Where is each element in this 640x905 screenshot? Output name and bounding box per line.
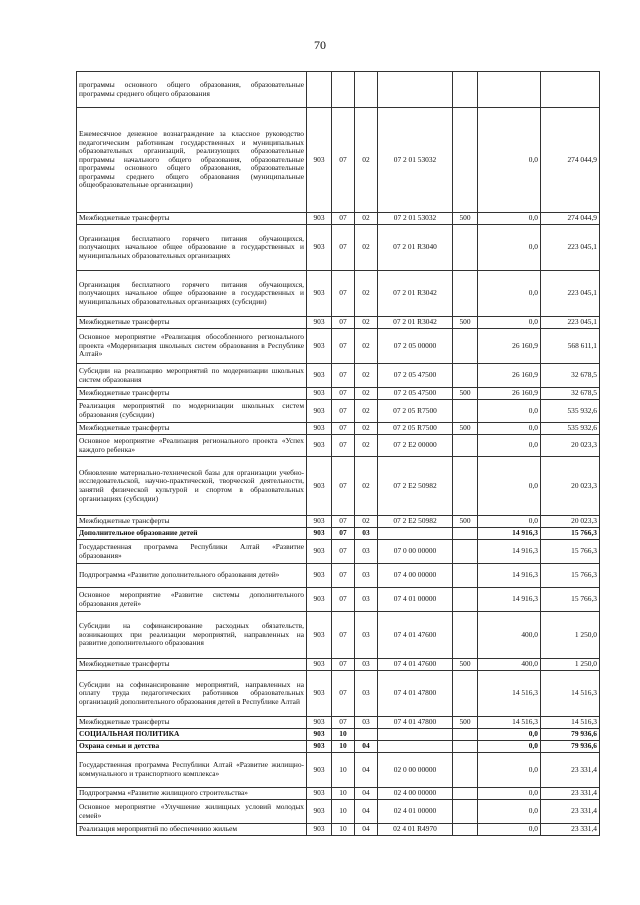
table-cell-vr	[453, 788, 478, 800]
table-row	[77, 72, 600, 108]
table-cell-sum-1: 14 916,3	[478, 588, 541, 612]
table-cell-sum-1: 14 916,3	[478, 540, 541, 564]
table-cell-name: Организация бесплатного горячего питания обучающихся, получающих начальное общее образование в государственных и муниципальных образовательных организациях	[77, 225, 307, 271]
table-cell-csr: 07 2 05 47500	[378, 364, 453, 388]
table-cell-ved: 903	[307, 753, 332, 788]
table-cell-rz: 07	[332, 659, 355, 671]
table-cell-ved: 903	[307, 788, 332, 800]
table-cell-vr: 500	[453, 213, 478, 225]
table-cell-vr: 500	[453, 717, 478, 729]
table-cell-name: Подпрограмма «Развитие жилищного строительства»	[77, 788, 307, 800]
table-cell-pr: 02	[355, 317, 378, 329]
table-cell-sum-2: 23 331,4	[541, 800, 600, 824]
table-row	[77, 741, 600, 753]
table-cell-ved: 903	[307, 271, 332, 317]
table-cell-rz: 07	[332, 317, 355, 329]
table-cell-sum-2: 23 331,4	[541, 753, 600, 788]
table-cell-pr: 04	[355, 788, 378, 800]
table-cell-sum-2: 1 250,0	[541, 659, 600, 671]
table-cell-rz: 10	[332, 729, 355, 741]
table-cell-pr: 02	[355, 329, 378, 364]
table-cell-rz: 10	[332, 741, 355, 753]
table-cell-sum-2: 15 766,3	[541, 564, 600, 588]
table-row	[77, 588, 600, 612]
table-cell-sum-1: 0,0	[478, 457, 541, 516]
table-cell-pr: 04	[355, 824, 378, 836]
table-cell-sum-2: 23 331,4	[541, 824, 600, 836]
table-cell-ved: 903	[307, 225, 332, 271]
table-cell-rz: 07	[332, 540, 355, 564]
table-cell-ved: 903	[307, 400, 332, 423]
table-cell-csr: 07 2 01 53032	[378, 108, 453, 213]
table-cell-rz: 07	[332, 329, 355, 364]
table-cell-pr: 03	[355, 540, 378, 564]
table-cell-sum-1: 26 160,9	[478, 364, 541, 388]
table-cell-pr: 02	[355, 225, 378, 271]
table-cell-name: Субсидии на софинансирование расходных обязательств, возникающих при реализации мероприятий, направленных на развитие дополнительного образования	[77, 612, 307, 659]
table-row	[77, 423, 600, 435]
budget-table	[76, 71, 600, 836]
table-cell-rz: 07	[332, 364, 355, 388]
table-cell-vr	[453, 741, 478, 753]
table-cell-ved: 903	[307, 824, 332, 836]
table-cell-sum-2: 223 045,1	[541, 317, 600, 329]
table-cell-csr	[378, 729, 453, 741]
table-cell-sum-2: 535 932,6	[541, 400, 600, 423]
table-cell-sum-2: 20 023,3	[541, 435, 600, 457]
table-cell-vr	[453, 612, 478, 659]
table-cell-rz	[332, 72, 355, 108]
table-cell-pr: 02	[355, 457, 378, 516]
table-cell-csr	[378, 72, 453, 108]
table-cell-sum-2: 32 678,5	[541, 388, 600, 400]
table-cell-name: Межбюджетные трансферты	[77, 717, 307, 729]
table-cell-pr: 03	[355, 717, 378, 729]
table-cell-pr: 03	[355, 659, 378, 671]
table-cell-csr: 07 4 01 47800	[378, 671, 453, 717]
table-cell-csr: 07 2 01 R3042	[378, 271, 453, 317]
table-cell-sum-2: 20 023,3	[541, 516, 600, 528]
table-row	[77, 108, 600, 213]
table-cell-name: программы основного общего образования, образовательные программы среднего общего образования	[77, 72, 307, 108]
table-cell-sum-2: 568 611,1	[541, 329, 600, 364]
table-cell-ved: 903	[307, 671, 332, 717]
table-cell-sum-2: 535 932,6	[541, 423, 600, 435]
table-cell-vr	[453, 824, 478, 836]
table-cell-sum-1: 0,0	[478, 753, 541, 788]
table-cell-sum-1: 0,0	[478, 225, 541, 271]
table-cell-sum-1: 0,0	[478, 516, 541, 528]
table-row	[77, 540, 600, 564]
table-cell-rz: 07	[332, 400, 355, 423]
table-cell-pr: 02	[355, 423, 378, 435]
table-cell-rz: 10	[332, 788, 355, 800]
table-cell-sum-1: 0,0	[478, 800, 541, 824]
table-body	[77, 72, 600, 836]
table-cell-csr: 07 0 00 00000	[378, 540, 453, 564]
table-row	[77, 528, 600, 540]
table-cell-sum-1: 0,0	[478, 271, 541, 317]
table-cell-name: Государственная программа Республики Алтай «Развитие образования»	[77, 540, 307, 564]
table-cell-name: Подпрограмма «Развитие дополнительного образования детей»	[77, 564, 307, 588]
table-cell-sum-1: 0,0	[478, 317, 541, 329]
table-cell-pr: 03	[355, 528, 378, 540]
table-cell-name: Межбюджетные трансферты	[77, 516, 307, 528]
table-cell-csr: 07 2 05 R7500	[378, 423, 453, 435]
table-cell-pr: 04	[355, 800, 378, 824]
table-cell-csr: 07 2 05 R7500	[378, 400, 453, 423]
table-cell-ved: 903	[307, 388, 332, 400]
table-cell-name: Основное мероприятие «Улучшение жилищных условий молодых семей»	[77, 800, 307, 824]
table-cell-sum-2: 15 766,3	[541, 540, 600, 564]
table-cell-name: Реализация мероприятий по модернизации школьных систем образования (субсидии)	[77, 400, 307, 423]
table-cell-sum-2: 79 936,6	[541, 741, 600, 753]
table-cell-name: Основное мероприятие «Реализация регионального проекта «Успех каждого ребенка»	[77, 435, 307, 457]
table-cell-name: Межбюджетные трансферты	[77, 317, 307, 329]
table-cell-sum-1: 14 916,3	[478, 528, 541, 540]
table-cell-pr: 02	[355, 271, 378, 317]
table-cell-name: Основное мероприятие «Реализация обособленного регионального проекта «Модернизация школьных систем образования в Республике Алтай»	[77, 329, 307, 364]
table-cell-pr: 03	[355, 564, 378, 588]
table-cell-sum-2: 14 516,3	[541, 671, 600, 717]
table-cell-vr	[453, 108, 478, 213]
table-cell-name: Организация бесплатного горячего питания обучающихся, получающих начальное общее образование в государственных и муниципальных образовательных организациях (субсидии)	[77, 271, 307, 317]
table-cell-vr	[453, 528, 478, 540]
table-cell-vr: 500	[453, 659, 478, 671]
table-cell-name: Охрана семьи и детства	[77, 741, 307, 753]
table-cell-vr: 500	[453, 388, 478, 400]
table-cell-ved	[307, 72, 332, 108]
table-cell-ved: 903	[307, 588, 332, 612]
table-cell-rz: 07	[332, 108, 355, 213]
table-cell-sum-2: 223 045,1	[541, 225, 600, 271]
table-cell-ved: 903	[307, 717, 332, 729]
table-cell-csr: 07 2 E2 50982	[378, 457, 453, 516]
table-cell-rz: 10	[332, 753, 355, 788]
table-cell-sum-2: 274 044,9	[541, 213, 600, 225]
table-cell-csr	[378, 741, 453, 753]
table-cell-sum-2: 274 044,9	[541, 108, 600, 213]
table-cell-rz: 07	[332, 612, 355, 659]
table-row	[77, 213, 600, 225]
table-cell-vr	[453, 564, 478, 588]
table-cell-csr: 07 4 01 00000	[378, 588, 453, 612]
table-cell-rz: 07	[332, 423, 355, 435]
table-cell-ved: 903	[307, 612, 332, 659]
table-cell-pr: 04	[355, 741, 378, 753]
table-cell-sum-2: 14 516,3	[541, 717, 600, 729]
table-cell-name: Межбюджетные трансферты	[77, 659, 307, 671]
table-cell-sum-2	[541, 72, 600, 108]
table-cell-pr: 03	[355, 612, 378, 659]
table-cell-vr	[453, 753, 478, 788]
table-row	[77, 800, 600, 824]
table-cell-name: Межбюджетные трансферты	[77, 423, 307, 435]
table-cell-sum-1: 0,0	[478, 108, 541, 213]
table-cell-sum-2: 15 766,3	[541, 588, 600, 612]
table-cell-name: Дополнительное образование детей	[77, 528, 307, 540]
table-row	[77, 364, 600, 388]
table-row	[77, 753, 600, 788]
table-cell-sum-1: 26 160,9	[478, 329, 541, 364]
table-cell-sum-2: 23 331,4	[541, 788, 600, 800]
table-cell-csr: 07 4 01 47600	[378, 612, 453, 659]
table-row	[77, 225, 600, 271]
table-cell-vr	[453, 271, 478, 317]
table-cell-pr: 02	[355, 400, 378, 423]
table-cell-ved: 903	[307, 564, 332, 588]
table-cell-ved: 903	[307, 457, 332, 516]
table-cell-sum-1: 0,0	[478, 435, 541, 457]
table-cell-sum-1: 14 516,3	[478, 717, 541, 729]
table-cell-vr: 500	[453, 516, 478, 528]
table-cell-name: Субсидии на софинансирование мероприятий, направленных на оплату труда педагогических работников образовательных организаций дополнительного образования детей в Республике Алтай	[77, 671, 307, 717]
table-cell-sum-1: 0,0	[478, 729, 541, 741]
table-cell-pr: 03	[355, 671, 378, 717]
table-cell-rz: 07	[332, 564, 355, 588]
table-cell-ved: 903	[307, 329, 332, 364]
table-cell-vr	[453, 329, 478, 364]
table-cell-vr	[453, 800, 478, 824]
table-row	[77, 729, 600, 741]
table-cell-vr: 500	[453, 423, 478, 435]
table-cell-sum-2: 20 023,3	[541, 457, 600, 516]
table-cell-name: Межбюджетные трансферты	[77, 213, 307, 225]
table-cell-ved: 903	[307, 528, 332, 540]
table-cell-rz: 07	[332, 271, 355, 317]
table-cell-sum-1: 0,0	[478, 788, 541, 800]
table-cell-rz: 07	[332, 528, 355, 540]
table-cell-ved: 903	[307, 108, 332, 213]
table-cell-ved: 903	[307, 435, 332, 457]
table-cell-name: Ежемесячное денежное вознаграждение за классное руководство педагогическим работникам государственных и муниципальных образовательных организаций, реализующих образовательные программы начального общего образования, образовательные программы основного общего образования, образовательные программы среднего общего образования (муниципальные общеобразовательные организации)	[77, 108, 307, 213]
table-cell-name: СОЦИАЛЬНАЯ ПОЛИТИКА	[77, 729, 307, 741]
table-cell-pr: 02	[355, 516, 378, 528]
table-cell-vr	[453, 540, 478, 564]
table-cell-pr: 04	[355, 753, 378, 788]
table-cell-csr: 07 4 00 00000	[378, 564, 453, 588]
table-cell-csr: 02 4 00 00000	[378, 788, 453, 800]
table-cell-name: Субсидии на реализацию мероприятий по модернизации школьных систем образования	[77, 364, 307, 388]
table-cell-vr	[453, 729, 478, 741]
table-row	[77, 388, 600, 400]
table-cell-rz: 07	[332, 516, 355, 528]
table-cell-sum-2: 79 936,6	[541, 729, 600, 741]
table-cell-name: Основное мероприятие «Развитие системы дополнительного образования детей»	[77, 588, 307, 612]
table-cell-name: Реализация мероприятий по обеспечению жильем	[77, 824, 307, 836]
table-cell-pr: 02	[355, 108, 378, 213]
table-cell-csr: 07 2 05 00000	[378, 329, 453, 364]
table-cell-sum-2: 1 250,0	[541, 612, 600, 659]
table-cell-csr: 02 0 00 00000	[378, 753, 453, 788]
table-row	[77, 400, 600, 423]
table-cell-rz: 07	[332, 671, 355, 717]
table-cell-rz: 10	[332, 800, 355, 824]
table-row	[77, 317, 600, 329]
table-cell-ved: 903	[307, 741, 332, 753]
table-cell-rz: 07	[332, 213, 355, 225]
table-cell-vr	[453, 671, 478, 717]
table-cell-csr: 07 2 01 53032	[378, 213, 453, 225]
table-cell-pr: 02	[355, 364, 378, 388]
table-row	[77, 516, 600, 528]
table-row	[77, 788, 600, 800]
table-cell-sum-1: 400,0	[478, 659, 541, 671]
table-cell-ved: 903	[307, 423, 332, 435]
table-cell-ved: 903	[307, 516, 332, 528]
table-cell-rz: 07	[332, 225, 355, 271]
table-cell-sum-1: 14 916,3	[478, 564, 541, 588]
table-cell-vr	[453, 225, 478, 271]
table-cell-pr	[355, 729, 378, 741]
table-cell-ved: 903	[307, 213, 332, 225]
table-cell-rz: 07	[332, 588, 355, 612]
table-cell-sum-1: 0,0	[478, 824, 541, 836]
table-cell-csr: 07 4 01 47600	[378, 659, 453, 671]
table-cell-sum-1: 14 516,3	[478, 671, 541, 717]
table-cell-csr: 07 2 E2 50982	[378, 516, 453, 528]
table-cell-name: Государственная программа Республики Алтай «Развитие жилищно-коммунального и транспортного комплекса»	[77, 753, 307, 788]
table-row	[77, 659, 600, 671]
table-row	[77, 824, 600, 836]
table-cell-rz: 07	[332, 388, 355, 400]
table-cell-vr	[453, 457, 478, 516]
table-cell-csr: 02 4 01 R4970	[378, 824, 453, 836]
table-cell-rz: 10	[332, 824, 355, 836]
table-cell-name: Обновление материально-технической базы для организации учебно-исследовательской, научно-практической, творческой деятельности, занятий физической культурой и спортом в образовательных организациях (субсидии)	[77, 457, 307, 516]
table-cell-pr: 02	[355, 388, 378, 400]
table-cell-vr	[453, 72, 478, 108]
table-row	[77, 329, 600, 364]
table-cell-csr: 07 4 01 47800	[378, 717, 453, 729]
table-cell-sum-2: 32 678,5	[541, 364, 600, 388]
table-row	[77, 435, 600, 457]
table-cell-sum-1: 26 160,9	[478, 388, 541, 400]
table-cell-sum-1: 400,0	[478, 612, 541, 659]
table-cell-sum-2: 223 045,1	[541, 271, 600, 317]
table-cell-ved: 903	[307, 659, 332, 671]
table-cell-sum-1: 0,0	[478, 423, 541, 435]
table-cell-sum-1	[478, 72, 541, 108]
table-cell-csr: 02 4 01 00000	[378, 800, 453, 824]
table-cell-vr	[453, 588, 478, 612]
table-cell-pr: 03	[355, 588, 378, 612]
table-row	[77, 457, 600, 516]
table-row	[77, 671, 600, 717]
table-cell-rz: 07	[332, 717, 355, 729]
table-cell-csr	[378, 528, 453, 540]
table-cell-rz: 07	[332, 457, 355, 516]
table-cell-sum-2: 15 766,3	[541, 528, 600, 540]
table-cell-ved: 903	[307, 729, 332, 741]
table-cell-sum-1: 0,0	[478, 400, 541, 423]
table-cell-ved: 903	[307, 317, 332, 329]
table-cell-sum-1: 0,0	[478, 741, 541, 753]
table-cell-ved: 903	[307, 364, 332, 388]
table-cell-ved: 903	[307, 540, 332, 564]
table-cell-vr	[453, 364, 478, 388]
table-cell-ved: 903	[307, 800, 332, 824]
table-cell-pr	[355, 72, 378, 108]
table-cell-csr: 07 2 01 R3040	[378, 225, 453, 271]
table-cell-sum-1: 0,0	[478, 213, 541, 225]
page-number: 70	[314, 38, 326, 52]
table-cell-name: Межбюджетные трансферты	[77, 388, 307, 400]
table-row	[77, 612, 600, 659]
table-cell-pr: 02	[355, 213, 378, 225]
table-cell-rz: 07	[332, 435, 355, 457]
table-row	[77, 564, 600, 588]
table-cell-csr: 07 2 E2 00000	[378, 435, 453, 457]
table-cell-vr	[453, 400, 478, 423]
table-cell-vr: 500	[453, 317, 478, 329]
table-cell-vr	[453, 435, 478, 457]
table-cell-csr: 07 2 01 R3042	[378, 317, 453, 329]
table-cell-csr: 07 2 05 47500	[378, 388, 453, 400]
table-row	[77, 717, 600, 729]
table-row	[77, 271, 600, 317]
table-cell-pr: 02	[355, 435, 378, 457]
